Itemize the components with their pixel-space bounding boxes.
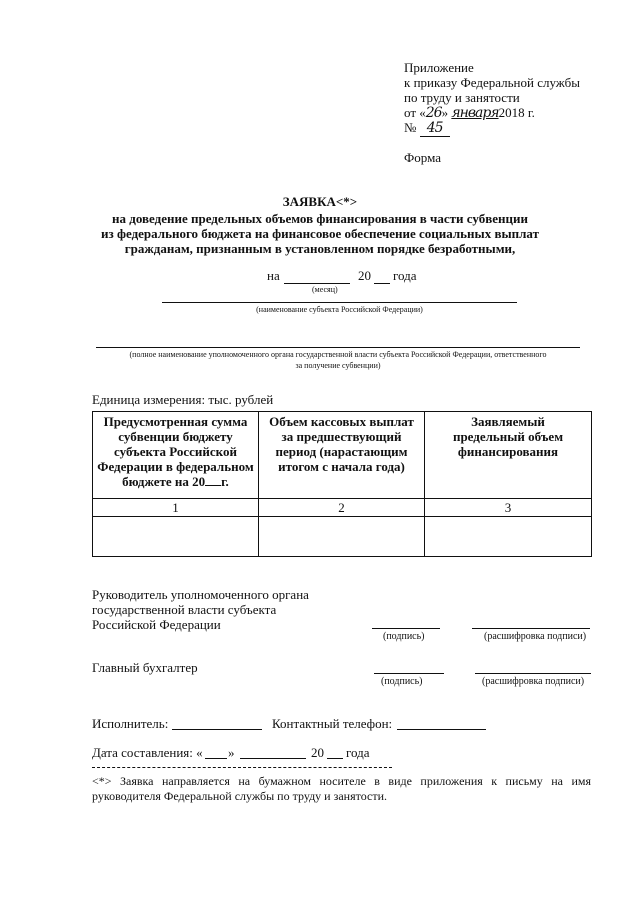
date-mid: »	[441, 105, 452, 120]
funding-table	[92, 411, 592, 557]
organ-caption-line-2: за получение субвенции)	[295, 361, 381, 370]
footnote-line-1: <*> Заявка направляется на бумажном носителе в виде приложения к письму на имя	[92, 774, 591, 788]
title-line-3: гражданам, признанным в установленном порядке безработными,	[124, 241, 516, 256]
col1-last-prefix: бюджете на 20	[122, 474, 206, 489]
footnote-separator	[92, 767, 392, 768]
title-heading: ЗАЯВКА<*>	[282, 194, 358, 209]
col3-line: предельный объем	[452, 429, 564, 444]
table-header-row	[93, 412, 592, 499]
table-cell-planned-amount[interactable]	[93, 517, 259, 557]
col2-line: за предшествующий	[281, 429, 402, 444]
appendix-line-1: Приложение	[404, 60, 474, 75]
head-title-line-1: Руководитель уполномоченного органа	[92, 587, 309, 602]
table-cell-requested-limit[interactable]	[425, 517, 592, 557]
executor-blank[interactable]	[172, 729, 262, 730]
column-header-requested-limit	[425, 412, 592, 499]
month-caption: (месяц)	[312, 285, 338, 294]
compiled-label: Дата составления: «	[92, 745, 203, 760]
phone-blank[interactable]	[397, 729, 486, 730]
appendix-line-3: по труду и занятости	[404, 90, 520, 105]
footnote-line-2: руководителя Федеральной службы по труду и занятости.	[92, 789, 387, 803]
column-number-3: 3	[425, 499, 592, 517]
compiled-close-quote: »	[228, 745, 235, 760]
appendix-line-2: к приказу Федеральной службы	[404, 75, 580, 90]
col2-line: итогом с начала года)	[278, 459, 405, 474]
title-line-1: на доведение предельных объемов финансирования в части субвенции	[112, 211, 528, 226]
col3-line: Заявляемый	[471, 414, 545, 429]
accountant-decode-blank[interactable]	[475, 673, 591, 674]
appendix-number	[404, 120, 450, 137]
col1-line: субъекта Российской	[114, 444, 237, 459]
date-prefix: от «	[404, 105, 426, 120]
phone-label: Контактный телефон:	[272, 716, 393, 731]
organ-blank	[96, 347, 580, 348]
units-label: Единица измерения: тыс. рублей	[92, 392, 274, 407]
title-line-2: из федерального бюджета на финансовое обеспечение социальных выплат	[101, 226, 539, 241]
form-label: Форма	[404, 150, 441, 165]
table-cell-cash-payments[interactable]	[259, 517, 425, 557]
column-number-2: 2	[259, 499, 425, 517]
compiled-year-suffix: года	[346, 745, 370, 760]
subject-caption: (наименование субъекта Российской Федерации)	[256, 305, 423, 314]
head-sign-caption: (подпись)	[383, 631, 425, 642]
col1-line: субвенции бюджету	[118, 429, 233, 444]
head-title-line-3: Российской Федерации	[92, 617, 221, 632]
number-prefix: №	[404, 120, 417, 135]
accountant-decode-caption: (расшифровка подписи)	[482, 676, 585, 687]
period-na: на	[267, 268, 280, 283]
month-blank	[284, 283, 350, 284]
head-signature-blank[interactable]	[372, 628, 440, 629]
compiled-month-blank[interactable]	[240, 758, 306, 759]
head-title-line-2: государственной власти субъекта	[92, 602, 277, 617]
organ-caption-line-1: (полное наименование уполномоченного органа государственной власти субъекта Российской Федерации, ответственного	[129, 350, 547, 359]
table-number-row	[93, 499, 592, 517]
head-decode-caption: (расшифровка подписи)	[484, 631, 587, 642]
table-data-row	[93, 517, 592, 557]
compiled-year-prefix: 20	[311, 745, 324, 760]
number-value-handwritten: 45	[420, 121, 450, 137]
period-year-suffix: года	[393, 268, 417, 283]
col1-line-last	[97, 474, 254, 489]
period-year-prefix: 20	[358, 268, 371, 283]
executor-label: Исполнитель:	[92, 716, 169, 731]
col1-year-blank	[205, 485, 221, 486]
compiled-day-blank[interactable]	[205, 758, 227, 759]
column-number-1: 1	[93, 499, 259, 517]
date-month-handwritten: января	[451, 105, 499, 121]
date-year: 2018 г.	[498, 105, 535, 120]
col3-line: финансирования	[457, 444, 559, 459]
col1-line: Предусмотренная сумма	[103, 414, 248, 429]
date-day-handwritten: 26	[425, 105, 442, 121]
appendix-date	[404, 105, 535, 121]
column-header-planned-subvention	[93, 412, 259, 499]
subject-blank	[162, 302, 517, 303]
accountant-signature-blank[interactable]	[374, 673, 444, 674]
col2-line: период (нарастающим	[275, 444, 408, 459]
accountant-sign-caption: (подпись)	[381, 676, 423, 687]
col2-line: Объем кассовых выплат	[269, 414, 414, 429]
compiled-year-blank[interactable]	[327, 758, 343, 759]
accountant-label: Главный бухгалтер	[92, 660, 198, 675]
col1-last-suffix: г.	[221, 474, 229, 489]
col1-line: Федерации в федеральном	[97, 459, 254, 474]
column-header-cash-payments	[259, 412, 425, 499]
year-blank	[374, 283, 390, 284]
head-decode-blank[interactable]	[472, 628, 590, 629]
